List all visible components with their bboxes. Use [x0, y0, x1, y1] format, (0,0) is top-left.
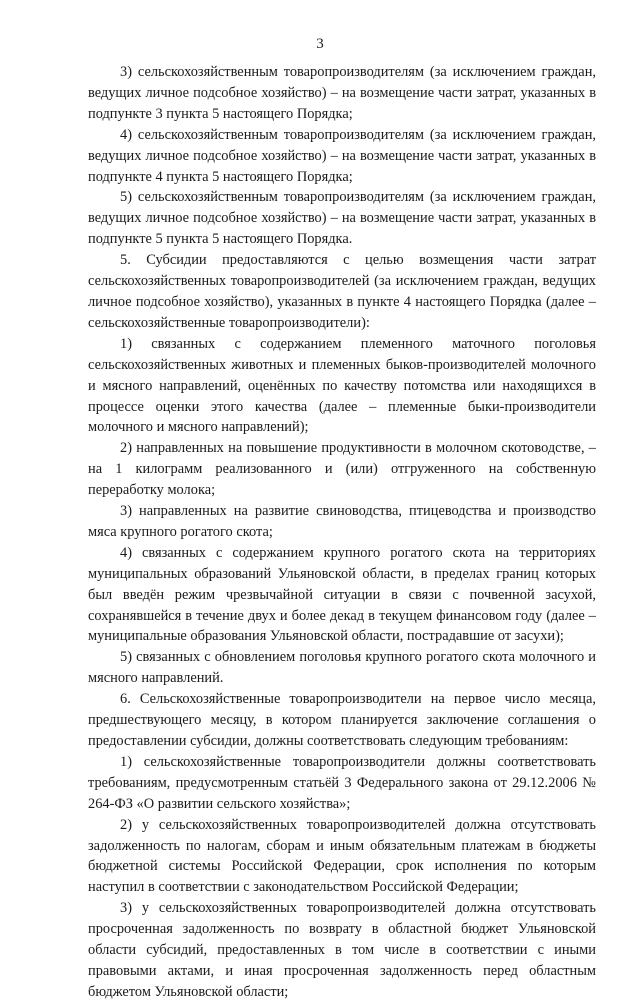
- paragraph: 5. Субсидии предоставляются с целью возмещения части затрат сельскохозяйственных товаропроизводителей (за исключением граждан, ведущих личное подсобное хозяйство), указанных в пункте 4 настоящего Порядка (далее – сельскохозяйственные товаропроизводители):: [88, 252, 596, 331]
- paragraph: 3) направленных на развитие свиноводства, птицеводства и производство мяса крупного рогатого скота;: [88, 503, 596, 540]
- paragraph: 3) сельскохозяйственным товаропроизводителям (за исключением граждан, ведущих личное подсобное хозяйство) – на возмещение части затрат, указанных в подпункте 3 пункта 5 настоящего Порядка;: [88, 64, 596, 122]
- paragraph: 2) у сельскохозяйственных товаропроизводителей должна отсутствовать задолженность по налогам, сборам и иным обязательным платежам в бюджеты бюджетной системы Российской Федерации, срок исполнения по которым наступил в соответствии с законодательством Российской Федерации;: [88, 816, 596, 896]
- document-body: [88, 62, 596, 1003]
- paragraph: 6. Сельскохозяйственные товаропроизводители на первое число месяца, предшествующего месяцу, в котором планируется заключение соглашения о предоставлении субсидии, должны соответствовать следующим требованиям:: [88, 691, 596, 749]
- paragraph: 3) у сельскохозяйственных товаропроизводителей должна отсутствовать просроченная задолженность по возврату в областной бюджет Ульяновской области субсидий, предоставленных в том числе в соответствии с иными правовыми актами, и иная просроченная задолженность перед областным бюджетом Ульяновской области;: [88, 900, 596, 1000]
- page-number: 3: [316, 36, 324, 52]
- paragraph: 2) направленных на повышение продуктивности в молочном скотоводстве, – на 1 килограмм реализованного и (или) отгруженного на собственную переработку молока;: [88, 440, 596, 499]
- paragraph: 4) связанных с содержанием крупного рогатого скота на территориях муниципальных образований Ульяновской области, в пределах границ которых был введён режим чрезвычайной ситуации в связи с почвенной засухой, сохранявшейся в течение двух и более декад в текущем финансовом году (далее – муниципальные образования Ульяновской области, пострадавшие от засухи);: [88, 544, 596, 645]
- paragraph: 5) сельскохозяйственным товаропроизводителям (за исключением граждан, ведущих личное подсобное хозяйство) – на возмещение части затрат, указанных в подпункте 5 пункта 5 настоящего Порядка.: [88, 189, 596, 248]
- paragraph: 5) связанных с обновлением поголовья крупного рогатого скота молочного и мясного направлений.: [88, 649, 596, 687]
- paragraph: 4) сельскохозяйственным товаропроизводителям (за исключением граждан, ведущих личное подсобное хозяйство) – на возмещение части затрат, указанных в подпункте 4 пункта 5 настоящего Порядка;: [88, 126, 596, 185]
- paragraph: 1) связанных с содержанием племенного маточного поголовья сельскохозяйственных животных и племенных быков-производителей молочного и мясного направлений, оценённых по качеству потомства или находящихся в процессе оценки этого качества (далее – племенные быки-производители молочного и мясного направлений);: [88, 335, 596, 436]
- paragraph: 1) сельскохозяйственные товаропроизводители должны соответствовать требованиям, предусмотренным статьёй 3 Федерального закона от 29.12.2006 № 264-ФЗ «О развитии сельского хозяйства»;: [88, 753, 596, 812]
